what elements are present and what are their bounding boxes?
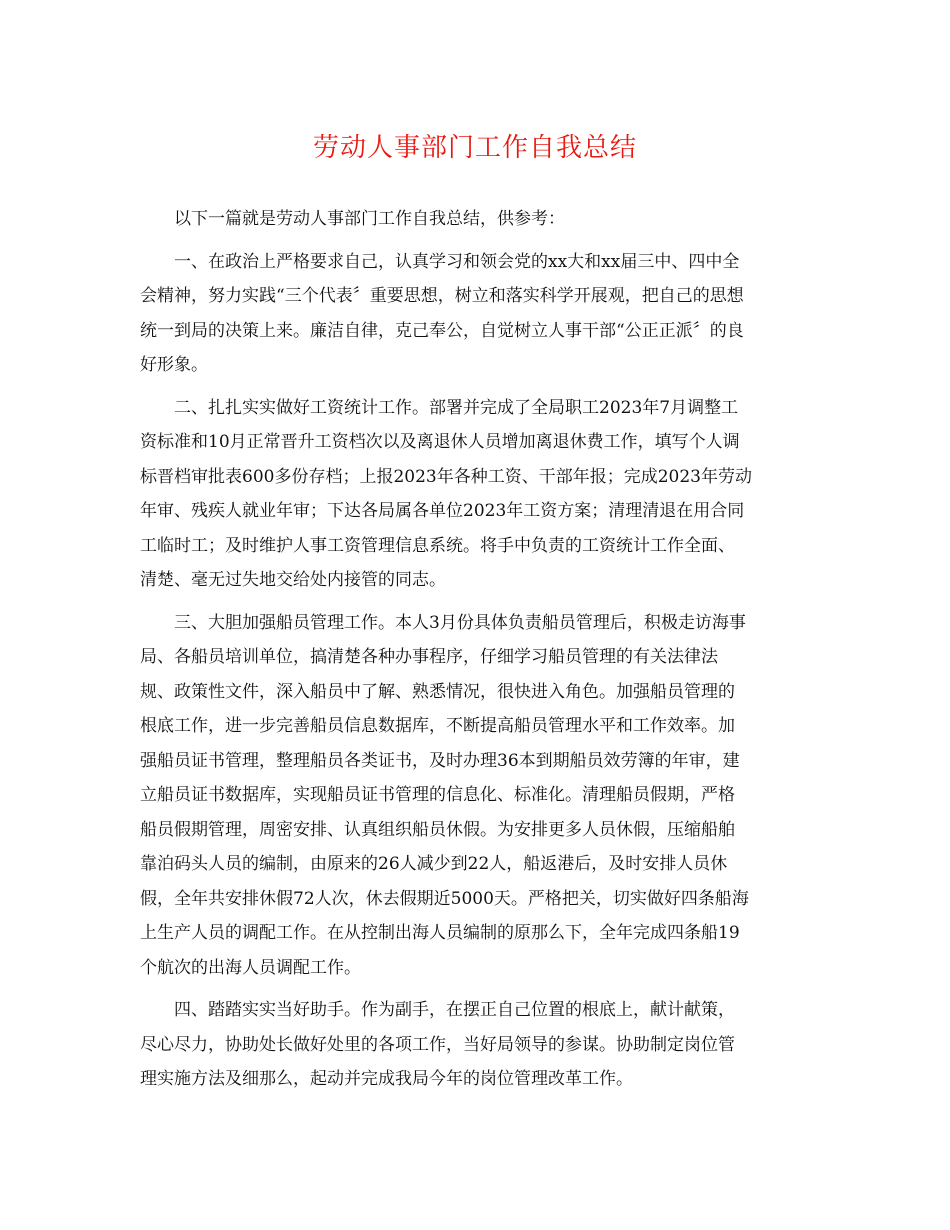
paragraph-line: 一、在政治上严格要求自己，认真学习和领会党的xx大和xx届三中、四中全 [174, 251, 740, 272]
paragraph-line: 靠泊码头人员的编制，由原来的26人减少到22人，船返港后，及时安排人员休 [140, 854, 728, 874]
paragraph-line: 个航次的出海人员调配工作。 [140, 957, 361, 978]
paragraph-line: 年审、残疾人就业年审；下达各局属各单位2023年工资方案；清理清退在用合同 [140, 501, 745, 521]
document-body [140, 202, 820, 1105]
paragraph-line: 假，全年共安排休假72人次，休去假期近5000天。严格把关，切实做好四条船海 [140, 888, 749, 909]
body-paragraph [140, 993, 820, 1097]
paragraph-line: 清楚、毫无过失地交给处内接管的同志。 [140, 570, 446, 590]
paragraph-line: 尽心尽力，协助处长做好处里的各项工作，当好局领导的参谋。协助制定岗位管 [140, 1034, 735, 1055]
body-paragraph [140, 606, 820, 986]
paragraph-line: 标晋档审批表600多份存档；上报2023年各种工资、干部年报；完成2023年劳动 [140, 466, 752, 487]
paragraph-line: 统一到局的决策上来。廉洁自律，克己奉公，自觉树立人事干部“公正正派〞的良 [140, 320, 744, 341]
paragraph-line: 上生产人员的调配工作。在从控制出海人员编制的原那么下，全年完成四条船19 [140, 923, 740, 943]
body-paragraph [140, 391, 820, 598]
body-paragraph [140, 202, 820, 237]
paragraph-line: 规、政策性文件，深入船员中了解、熟悉情况，很快进入角色。加强船员管理的 [140, 681, 735, 702]
paragraph-line: 好形象。 [140, 355, 208, 375]
paragraph-line: 强船员证书管理，整理船员各类证书，及时办理36本到期船员效劳簿的年审，建 [140, 750, 740, 771]
paragraph-line: 船员假期管理，周密安排、认真组织船员休假。为安排更多人员休假，压缩船舶 [140, 819, 735, 840]
paragraph-line: 二、扎扎实实做好工资统计工作。部署并完成了全局职工2023年7月调整工 [174, 397, 739, 418]
paragraph-line: 局、各船员培训单位，搞清楚各种办事程序，仔细学习船员管理的有关法律法 [140, 647, 718, 667]
paragraph-line: 会精神，努力实践“三个代表〞重要思想，树立和落实科学开展观，把自己的思想 [140, 286, 744, 306]
document-title: 劳动人事部门工作自我总结 [312, 133, 637, 163]
body-paragraph [140, 245, 820, 383]
paragraph-line: 工临时工；及时维护人事工资管理信息系统。将手中负责的工资统计工作全面、 [140, 535, 735, 556]
paragraph-line: 理实施方法及细那么，起动并完成我局今年的岗位管理改革工作。 [140, 1069, 633, 1089]
paragraph-line: 立船员证书数据库，实现船员证书管理的信息化、标准化。清理船员假期，严格 [140, 785, 735, 805]
paragraph-line: 资标准和10月正常晋升工资档次以及离退休人员增加离退休费工作，填写个人调 [140, 432, 740, 452]
paragraph-line: 三、大胆加强船员管理工作。本人3月份具体负责船员管理后，积极走访海事 [174, 612, 746, 633]
paragraph-line: 以下一篇就是劳动人事部门工作自我总结，供参考： [174, 209, 565, 229]
paragraph-line: 四、踏踏实实当好助手。作为副手，在摆正自己位置的根底上，献计献策， [174, 1000, 735, 1020]
paragraph-line: 根底工作，进一步完善船员信息数据库，不断提高船员管理水平和工作效率。加 [140, 716, 735, 736]
